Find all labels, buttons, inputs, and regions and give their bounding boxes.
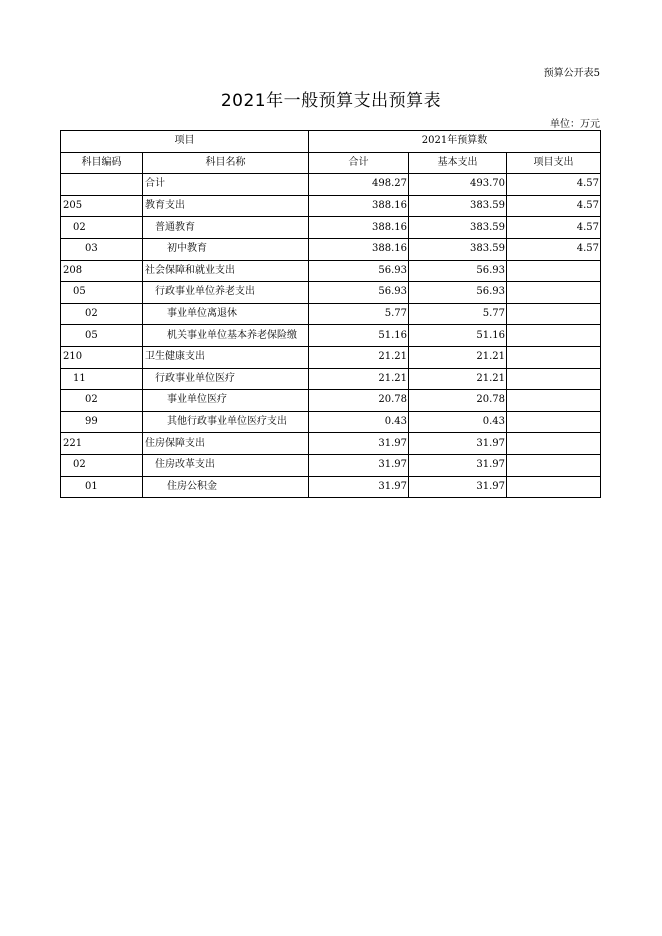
cell-total: 5.77 (309, 303, 409, 325)
cell-code: 205 (61, 195, 143, 217)
table-row (61, 174, 601, 196)
cell-project (507, 325, 601, 347)
cell-project: 4.57 (507, 238, 601, 260)
cell-basic: 383.59 (409, 217, 507, 239)
cell-code: 221 (61, 433, 143, 455)
cell-basic: 31.97 (409, 433, 507, 455)
cell-code: 02 (61, 454, 143, 476)
cell-project (507, 476, 601, 498)
cell-project (507, 454, 601, 476)
table-row (61, 346, 601, 368)
table-header-row-1 (61, 131, 601, 153)
table-header-row-2 (61, 152, 601, 174)
cell-total: 31.97 (309, 476, 409, 498)
cell-basic: 383.59 (409, 195, 507, 217)
cell-basic: 0.43 (409, 411, 507, 433)
header-name: 科目名称 (143, 152, 309, 174)
header-basic: 基本支出 (409, 152, 507, 174)
header-project: 项目支出 (507, 152, 601, 174)
cell-project (507, 433, 601, 455)
cell-basic: 21.21 (409, 346, 507, 368)
cell-code: 02 (61, 303, 143, 325)
cell-total: 388.16 (309, 195, 409, 217)
header-total: 合计 (309, 152, 409, 174)
table-row (61, 195, 601, 217)
cell-total: 388.16 (309, 217, 409, 239)
cell-total: 56.93 (309, 260, 409, 282)
cell-name: 事业单位医疗 (143, 390, 309, 412)
table-row (61, 368, 601, 390)
cell-name: 行政事业单位医疗 (143, 368, 309, 390)
cell-total: 31.97 (309, 433, 409, 455)
unit-label: 单位：万元 (550, 119, 600, 130)
cell-total: 21.21 (309, 346, 409, 368)
cell-total: 0.43 (309, 411, 409, 433)
cell-project (507, 411, 601, 433)
page-title: 2021年一般预算支出预算表 (220, 91, 442, 111)
cell-name: 住房保障支出 (143, 433, 309, 455)
cell-basic: 21.21 (409, 368, 507, 390)
cell-total: 498.27 (309, 174, 409, 196)
cell-code: 02 (61, 217, 143, 239)
cell-code: 02 (61, 390, 143, 412)
table-row (61, 303, 601, 325)
cell-code: 05 (61, 282, 143, 304)
cell-project (507, 260, 601, 282)
table-row (61, 433, 601, 455)
cell-basic: 56.93 (409, 260, 507, 282)
cell-code: 05 (61, 325, 143, 347)
cell-name: 教育支出 (143, 195, 309, 217)
cell-code: 208 (61, 260, 143, 282)
cell-basic: 20.78 (409, 390, 507, 412)
cell-basic: 5.77 (409, 303, 507, 325)
cell-basic: 51.16 (409, 325, 507, 347)
header-item: 项目 (61, 131, 309, 153)
cell-basic: 31.97 (409, 476, 507, 498)
header-budget: 2021年预算数 (309, 131, 601, 153)
cell-name: 事业单位离退休 (143, 303, 309, 325)
table-row (61, 411, 601, 433)
cell-total: 20.78 (309, 390, 409, 412)
table-row (61, 454, 601, 476)
cell-name: 合计 (143, 174, 309, 196)
cell-code: 01 (61, 476, 143, 498)
cell-code: 99 (61, 411, 143, 433)
cell-name: 行政事业单位养老支出 (143, 282, 309, 304)
cell-code: 03 (61, 238, 143, 260)
cell-total: 51.16 (309, 325, 409, 347)
cell-basic: 493.70 (409, 174, 507, 196)
cell-basic: 31.97 (409, 454, 507, 476)
cell-project: 4.57 (507, 174, 601, 196)
header-code: 科目编码 (61, 152, 143, 174)
table-row (61, 260, 601, 282)
cell-project (507, 390, 601, 412)
cell-total: 31.97 (309, 454, 409, 476)
table-row (61, 390, 601, 412)
cell-name: 住房公积金 (143, 476, 309, 498)
cell-name: 初中教育 (143, 238, 309, 260)
cell-name: 其他行政事业单位医疗支出 (143, 411, 309, 433)
cell-name: 普通教育 (143, 217, 309, 239)
table-row (61, 238, 601, 260)
budget-table (60, 130, 601, 498)
cell-project (507, 368, 601, 390)
cell-name: 住房改革支出 (143, 454, 309, 476)
cell-code: 11 (61, 368, 143, 390)
table-row (61, 282, 601, 304)
cell-basic: 383.59 (409, 238, 507, 260)
cell-project: 4.57 (507, 217, 601, 239)
cell-total: 388.16 (309, 238, 409, 260)
table-row (61, 325, 601, 347)
cell-project (507, 282, 601, 304)
cell-project (507, 346, 601, 368)
table-row (61, 476, 601, 498)
cell-name: 机关事业单位基本养老保险缴 (143, 325, 309, 347)
form-number: 预算公开表5 (543, 68, 600, 79)
cell-project: 4.57 (507, 195, 601, 217)
cell-code (61, 174, 143, 196)
table-row (61, 217, 601, 239)
cell-total: 21.21 (309, 368, 409, 390)
cell-project (507, 303, 601, 325)
cell-name: 卫生健康支出 (143, 346, 309, 368)
cell-code: 210 (61, 346, 143, 368)
cell-total: 56.93 (309, 282, 409, 304)
cell-basic: 56.93 (409, 282, 507, 304)
cell-name: 社会保障和就业支出 (143, 260, 309, 282)
